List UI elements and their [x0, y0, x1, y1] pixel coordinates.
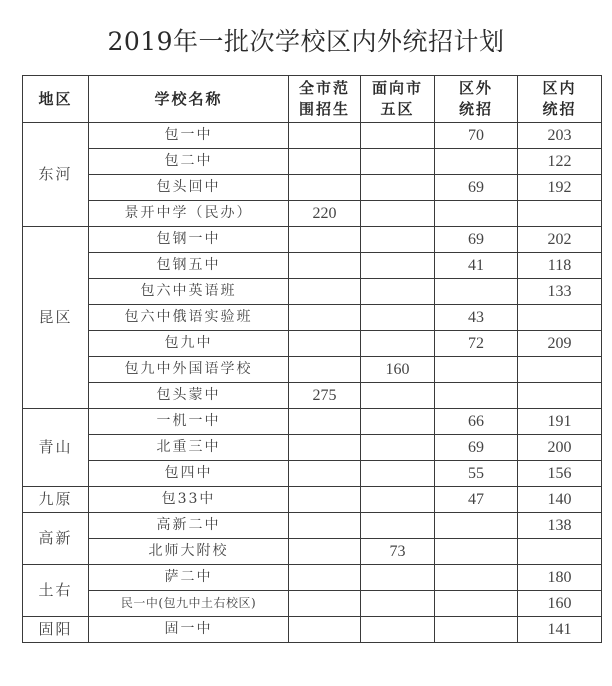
in-district-value: [518, 357, 602, 383]
citywide-value: [289, 305, 361, 331]
school-name: 包钢五中: [89, 253, 289, 279]
table-row: [23, 331, 602, 357]
region-cell: 九原: [23, 487, 89, 513]
five-districts-value: [361, 409, 435, 435]
table-row: [23, 253, 602, 279]
out-district-value: [435, 565, 518, 591]
school-name: 北重三中: [89, 435, 289, 461]
five-districts-value: 73: [361, 539, 435, 565]
five-districts-value: [361, 227, 435, 253]
school-name: 包一中: [89, 123, 289, 149]
five-districts-value: [361, 331, 435, 357]
out-district-value: [435, 617, 518, 643]
five-districts-value: [361, 487, 435, 513]
header-school-name: 学校名称: [89, 76, 289, 123]
in-district-value: 118: [518, 253, 602, 279]
five-districts-value: [361, 435, 435, 461]
in-district-value: [518, 305, 602, 331]
citywide-value: [289, 617, 361, 643]
header-region: 地区: [23, 76, 89, 123]
header-in-district-line1: 区内: [542, 79, 577, 97]
citywide-value: [289, 357, 361, 383]
out-district-value: [435, 539, 518, 565]
citywide-value: 275: [289, 383, 361, 409]
out-district-value: 43: [435, 305, 518, 331]
table-row: [23, 435, 602, 461]
school-name: 萨二中: [89, 565, 289, 591]
citywide-value: [289, 149, 361, 175]
header-citywide-line1: 全市范: [298, 79, 350, 97]
school-name: 包九中外国语学校: [89, 357, 289, 383]
school-name: 景开中学（民办）: [89, 201, 289, 227]
citywide-value: [289, 539, 361, 565]
five-districts-value: [361, 383, 435, 409]
header-out-district: [435, 76, 518, 123]
header-in-district: [518, 76, 602, 123]
school-name: 北师大附校: [89, 539, 289, 565]
out-district-value: [435, 357, 518, 383]
out-district-value: 70: [435, 123, 518, 149]
citywide-value: [289, 227, 361, 253]
table-row: [23, 487, 602, 513]
citywide-value: [289, 253, 361, 279]
region-cell: 昆区: [23, 227, 89, 409]
header-citywide-line2: 围招生: [298, 100, 350, 118]
school-name: 包六中俄语实验班: [89, 305, 289, 331]
school-name: 包二中: [89, 149, 289, 175]
five-districts-value: [361, 513, 435, 539]
header-five-districts-line2: 五区: [380, 100, 415, 118]
in-district-value: 200: [518, 435, 602, 461]
five-districts-value: [361, 591, 435, 617]
header-out-district-line1: 区外: [458, 79, 493, 97]
in-district-value: 180: [518, 565, 602, 591]
table-row: [23, 227, 602, 253]
table-row: [23, 461, 602, 487]
in-district-value: 140: [518, 487, 602, 513]
school-name: 包33中: [89, 487, 289, 513]
table-row: [23, 305, 602, 331]
region-cell: 青山: [23, 409, 89, 487]
table-row: [23, 201, 602, 227]
five-districts-value: [361, 201, 435, 227]
five-districts-value: [361, 149, 435, 175]
table-row: [23, 357, 602, 383]
out-district-value: 69: [435, 435, 518, 461]
five-districts-value: [361, 123, 435, 149]
in-district-value: 192: [518, 175, 602, 201]
region-cell: 固阳: [23, 617, 89, 643]
in-district-value: [518, 539, 602, 565]
header-citywide: [289, 76, 361, 123]
in-district-value: 202: [518, 227, 602, 253]
header-five-districts-line1: 面向市: [371, 79, 423, 97]
document-title: 2019年一批次学校区内外统招计划: [107, 27, 505, 56]
table-row: [23, 175, 602, 201]
school-name: 民一中(包九中土右校区): [89, 591, 289, 617]
five-districts-value: [361, 305, 435, 331]
citywide-value: [289, 409, 361, 435]
school-name: 包头回中: [89, 175, 289, 201]
five-districts-value: [361, 461, 435, 487]
enrollment-plan-table: [22, 75, 602, 643]
citywide-value: [289, 487, 361, 513]
header-in-district-line2: 统招: [542, 100, 577, 118]
in-district-value: [518, 201, 602, 227]
table-row: [23, 409, 602, 435]
out-district-value: 66: [435, 409, 518, 435]
school-name: 高新二中: [89, 513, 289, 539]
in-district-value: [518, 383, 602, 409]
region-cell: 东河: [23, 123, 89, 227]
out-district-value: [435, 279, 518, 305]
five-districts-value: [361, 565, 435, 591]
region-cell: 土右: [23, 565, 89, 617]
citywide-value: [289, 175, 361, 201]
table-row: [23, 149, 602, 175]
region-cell: 高新: [23, 513, 89, 565]
table-row: [23, 279, 602, 305]
citywide-value: [289, 331, 361, 357]
in-district-value: 209: [518, 331, 602, 357]
header-out-district-line2: 统招: [458, 100, 493, 118]
school-name: 一机一中: [89, 409, 289, 435]
in-district-value: 141: [518, 617, 602, 643]
citywide-value: [289, 565, 361, 591]
school-name: 包六中英语班: [89, 279, 289, 305]
in-district-value: 156: [518, 461, 602, 487]
out-district-value: 69: [435, 175, 518, 201]
citywide-value: [289, 123, 361, 149]
in-district-value: 160: [518, 591, 602, 617]
in-district-value: 203: [518, 123, 602, 149]
school-name: 包九中: [89, 331, 289, 357]
out-district-value: [435, 591, 518, 617]
table-row: [23, 123, 602, 149]
out-district-value: 41: [435, 253, 518, 279]
out-district-value: [435, 513, 518, 539]
five-districts-value: [361, 253, 435, 279]
citywide-value: [289, 461, 361, 487]
five-districts-value: [361, 279, 435, 305]
citywide-value: [289, 591, 361, 617]
out-district-value: 47: [435, 487, 518, 513]
in-district-value: 122: [518, 149, 602, 175]
out-district-value: 69: [435, 227, 518, 253]
out-district-value: 72: [435, 331, 518, 357]
table-row: [23, 565, 602, 591]
out-district-value: [435, 149, 518, 175]
school-name: 包钢一中: [89, 227, 289, 253]
out-district-value: [435, 201, 518, 227]
citywide-value: [289, 513, 361, 539]
table-row: [23, 513, 602, 539]
out-district-value: [435, 383, 518, 409]
citywide-value: 220: [289, 201, 361, 227]
five-districts-value: 160: [361, 357, 435, 383]
citywide-value: [289, 435, 361, 461]
in-district-value: 133: [518, 279, 602, 305]
table-row: [23, 383, 602, 409]
table-row: [23, 617, 602, 643]
in-district-value: 191: [518, 409, 602, 435]
out-district-value: 55: [435, 461, 518, 487]
table-row: [23, 539, 602, 565]
school-name: 固一中: [89, 617, 289, 643]
school-name: 包四中: [89, 461, 289, 487]
citywide-value: [289, 279, 361, 305]
five-districts-value: [361, 617, 435, 643]
table-row: [23, 591, 602, 617]
header-five-districts: [361, 76, 435, 123]
five-districts-value: [361, 175, 435, 201]
school-name: 包头蒙中: [89, 383, 289, 409]
in-district-value: 138: [518, 513, 602, 539]
table-header-row: [23, 76, 602, 123]
